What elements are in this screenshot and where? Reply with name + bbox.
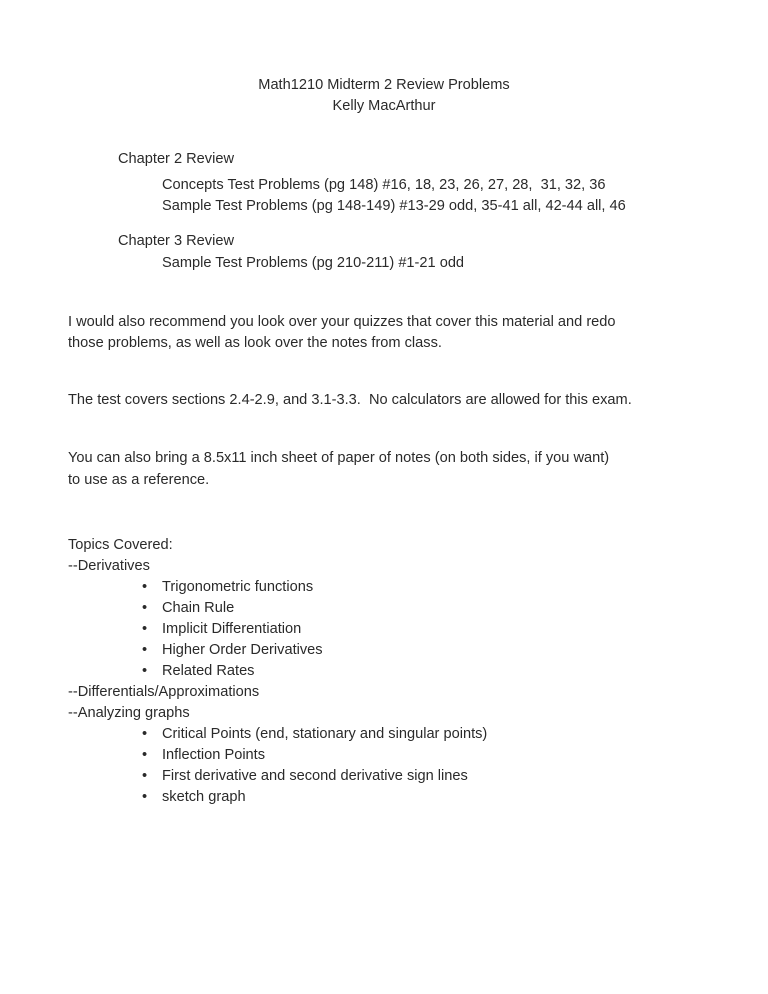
bullet-icon: • [142,642,148,658]
chapter-2-item: Concepts Test Problems (pg 148) #16, 18, 23, 26, 27, 28, 31, 32, 36 [162,177,606,193]
paragraph-line: You can also bring a 8.5x11 inch sheet of paper of notes (on both sides, if you want) [68,450,610,466]
topic-group-label: --Differentials/Approximations [68,684,260,700]
document-title: Math1210 Midterm 2 Review Problems [258,77,510,93]
chapter-2-item: Sample Test Problems (pg 148-149) #13-29 odd, 35-41 all, 42-44 all, 46 [162,198,626,214]
bullet-icon: • [142,663,148,679]
paragraph-line: those problems, as well as look over the notes from class. [68,335,442,351]
chapter-3-heading: Chapter 3 Review [118,233,234,249]
chapter-2-heading: Chapter 2 Review [118,151,234,167]
bullet-icon: • [142,768,148,784]
paragraph-line: The test covers sections 2.4-2.9, and 3.1-3.3. No calculators are allowed for this exam. [68,392,632,408]
bullet-icon: • [142,600,148,616]
paragraph-line: I would also recommend you look over your quizzes that cover this material and redo [68,314,616,330]
bullet-icon: • [142,621,148,637]
bullet-icon: • [142,579,148,595]
paragraph-line: to use as a reference. [68,472,210,488]
bullet-icon: • [142,726,148,742]
topics-heading: Topics Covered: [68,537,173,553]
bullet-icon: • [142,747,148,763]
topic-group-label: --Derivatives [68,558,150,574]
topic-group-label: --Analyzing graphs [68,705,190,721]
document-author: Kelly MacArthur [332,98,436,114]
bullet-icon: • [142,789,148,805]
chapter-3-item: Sample Test Problems (pg 210-211) #1-21 odd [162,255,465,271]
